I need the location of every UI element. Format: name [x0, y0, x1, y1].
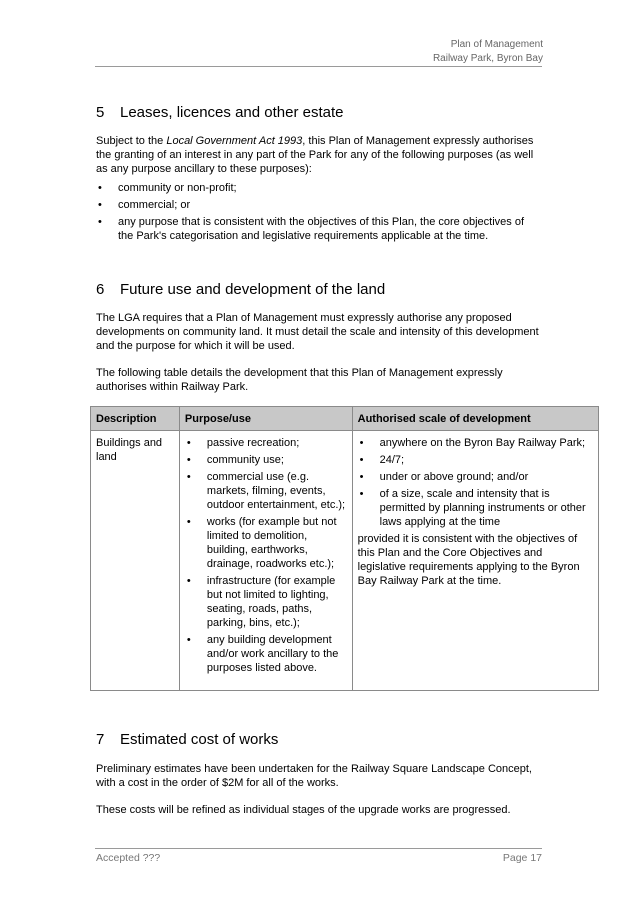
- section-title: Estimated cost of works: [120, 731, 279, 748]
- table-header-row: [91, 407, 599, 431]
- section-6-para-1: The LGA requires that a Plan of Management must expressly authorise any proposed developments on community land. It must detail the scale and intensity of this development and the purpose for which it will be used.: [96, 312, 539, 352]
- list-item: • community use;: [185, 453, 347, 467]
- section-6-heading: [96, 281, 385, 298]
- section-title: Leases, licences and other estate: [120, 104, 344, 121]
- list-item: • passive recreation;: [185, 436, 347, 450]
- intro-text-cont: , this Plan of Management expressly authorises the granting of an interest in any part of the Park for any of the following purposes (as well as any purpose ancillary to these purposes):: [96, 135, 534, 175]
- column-header-description: Description: [91, 407, 180, 431]
- list-item: • commercial use (e.g. markets, filming, events, outdoor entertainment, etc.);: [185, 470, 347, 512]
- page-number: Page 17: [502, 852, 542, 864]
- list-item: • infrastructure (for example but not limited to lighting, seating, roads, paths, parking, bins, etc.);: [185, 574, 347, 630]
- section-7-para-1: Preliminary estimates have been undertaken for the Railway Square Landscape Concept, with a cost in the order of $2M for all of the works.: [96, 763, 532, 789]
- act-name: Local Government Act 1993: [166, 135, 303, 147]
- scale-cell: [352, 431, 598, 691]
- list-item: • under or above ground; and/or: [358, 470, 593, 484]
- purpose-cell: [179, 431, 352, 691]
- description-cell: Buildings and land: [91, 431, 180, 691]
- section-7-heading: [96, 731, 278, 748]
- list-item: • 24/7;: [358, 453, 593, 467]
- list-item: • commercial; or: [96, 198, 542, 212]
- page-header: [433, 38, 543, 66]
- list-item: • anywhere on the Byron Bay Railway Park;: [358, 436, 593, 450]
- section-5-bullets: [96, 181, 542, 246]
- list-item: • any purpose that is consistent with the objectives of this Plan, the core objectives of the Park's categorisation and legislative requirements applicable at the time.: [96, 215, 542, 243]
- section-5-heading: [96, 104, 343, 121]
- scale-list: [358, 436, 593, 529]
- section-number: 5: [96, 104, 105, 121]
- section-7-para-2: These costs will be refined as individual stages of the upgrade works are progressed.: [96, 804, 511, 816]
- section-title: Future use and development of the land: [120, 281, 386, 298]
- header-park-name: Railway Park, Byron Bay: [432, 53, 543, 64]
- header-rule: [95, 66, 542, 67]
- header-doc-title: Plan of Management: [450, 39, 543, 50]
- section-6-para-2: The following table details the development that this Plan of Management expressly authorises within Railway Park.: [96, 367, 503, 393]
- list-item: • works (for example but not limited to demolition, building, earthworks, drainage, roadworks etc.);: [185, 515, 347, 571]
- list-item: • community or non-profit;: [96, 181, 542, 195]
- footer-status: Accepted ???: [96, 852, 161, 864]
- list-item: • any building development and/or work ancillary to the purposes listed above.: [185, 633, 347, 675]
- table-row: [91, 431, 599, 691]
- purpose-list: [185, 436, 347, 675]
- column-header-purpose: Purpose/use: [179, 407, 352, 431]
- intro-text: Subject to the: [96, 135, 167, 147]
- list-item: • of a size, scale and intensity that is permitted by planning instruments or other laws applying at the time: [358, 487, 593, 529]
- proviso-text: provided it is consistent with the objectives of this Plan and the Core Objectives and legislative requirements applying to the Byron Bay Railway Park at the time.: [357, 533, 580, 587]
- column-header-scale: Authorised scale of development: [352, 407, 598, 431]
- section-number: 7: [96, 731, 105, 748]
- development-table: [90, 406, 599, 691]
- footer-rule: [95, 848, 542, 849]
- section-5-intro: [96, 134, 542, 176]
- section-number: 6: [96, 281, 105, 298]
